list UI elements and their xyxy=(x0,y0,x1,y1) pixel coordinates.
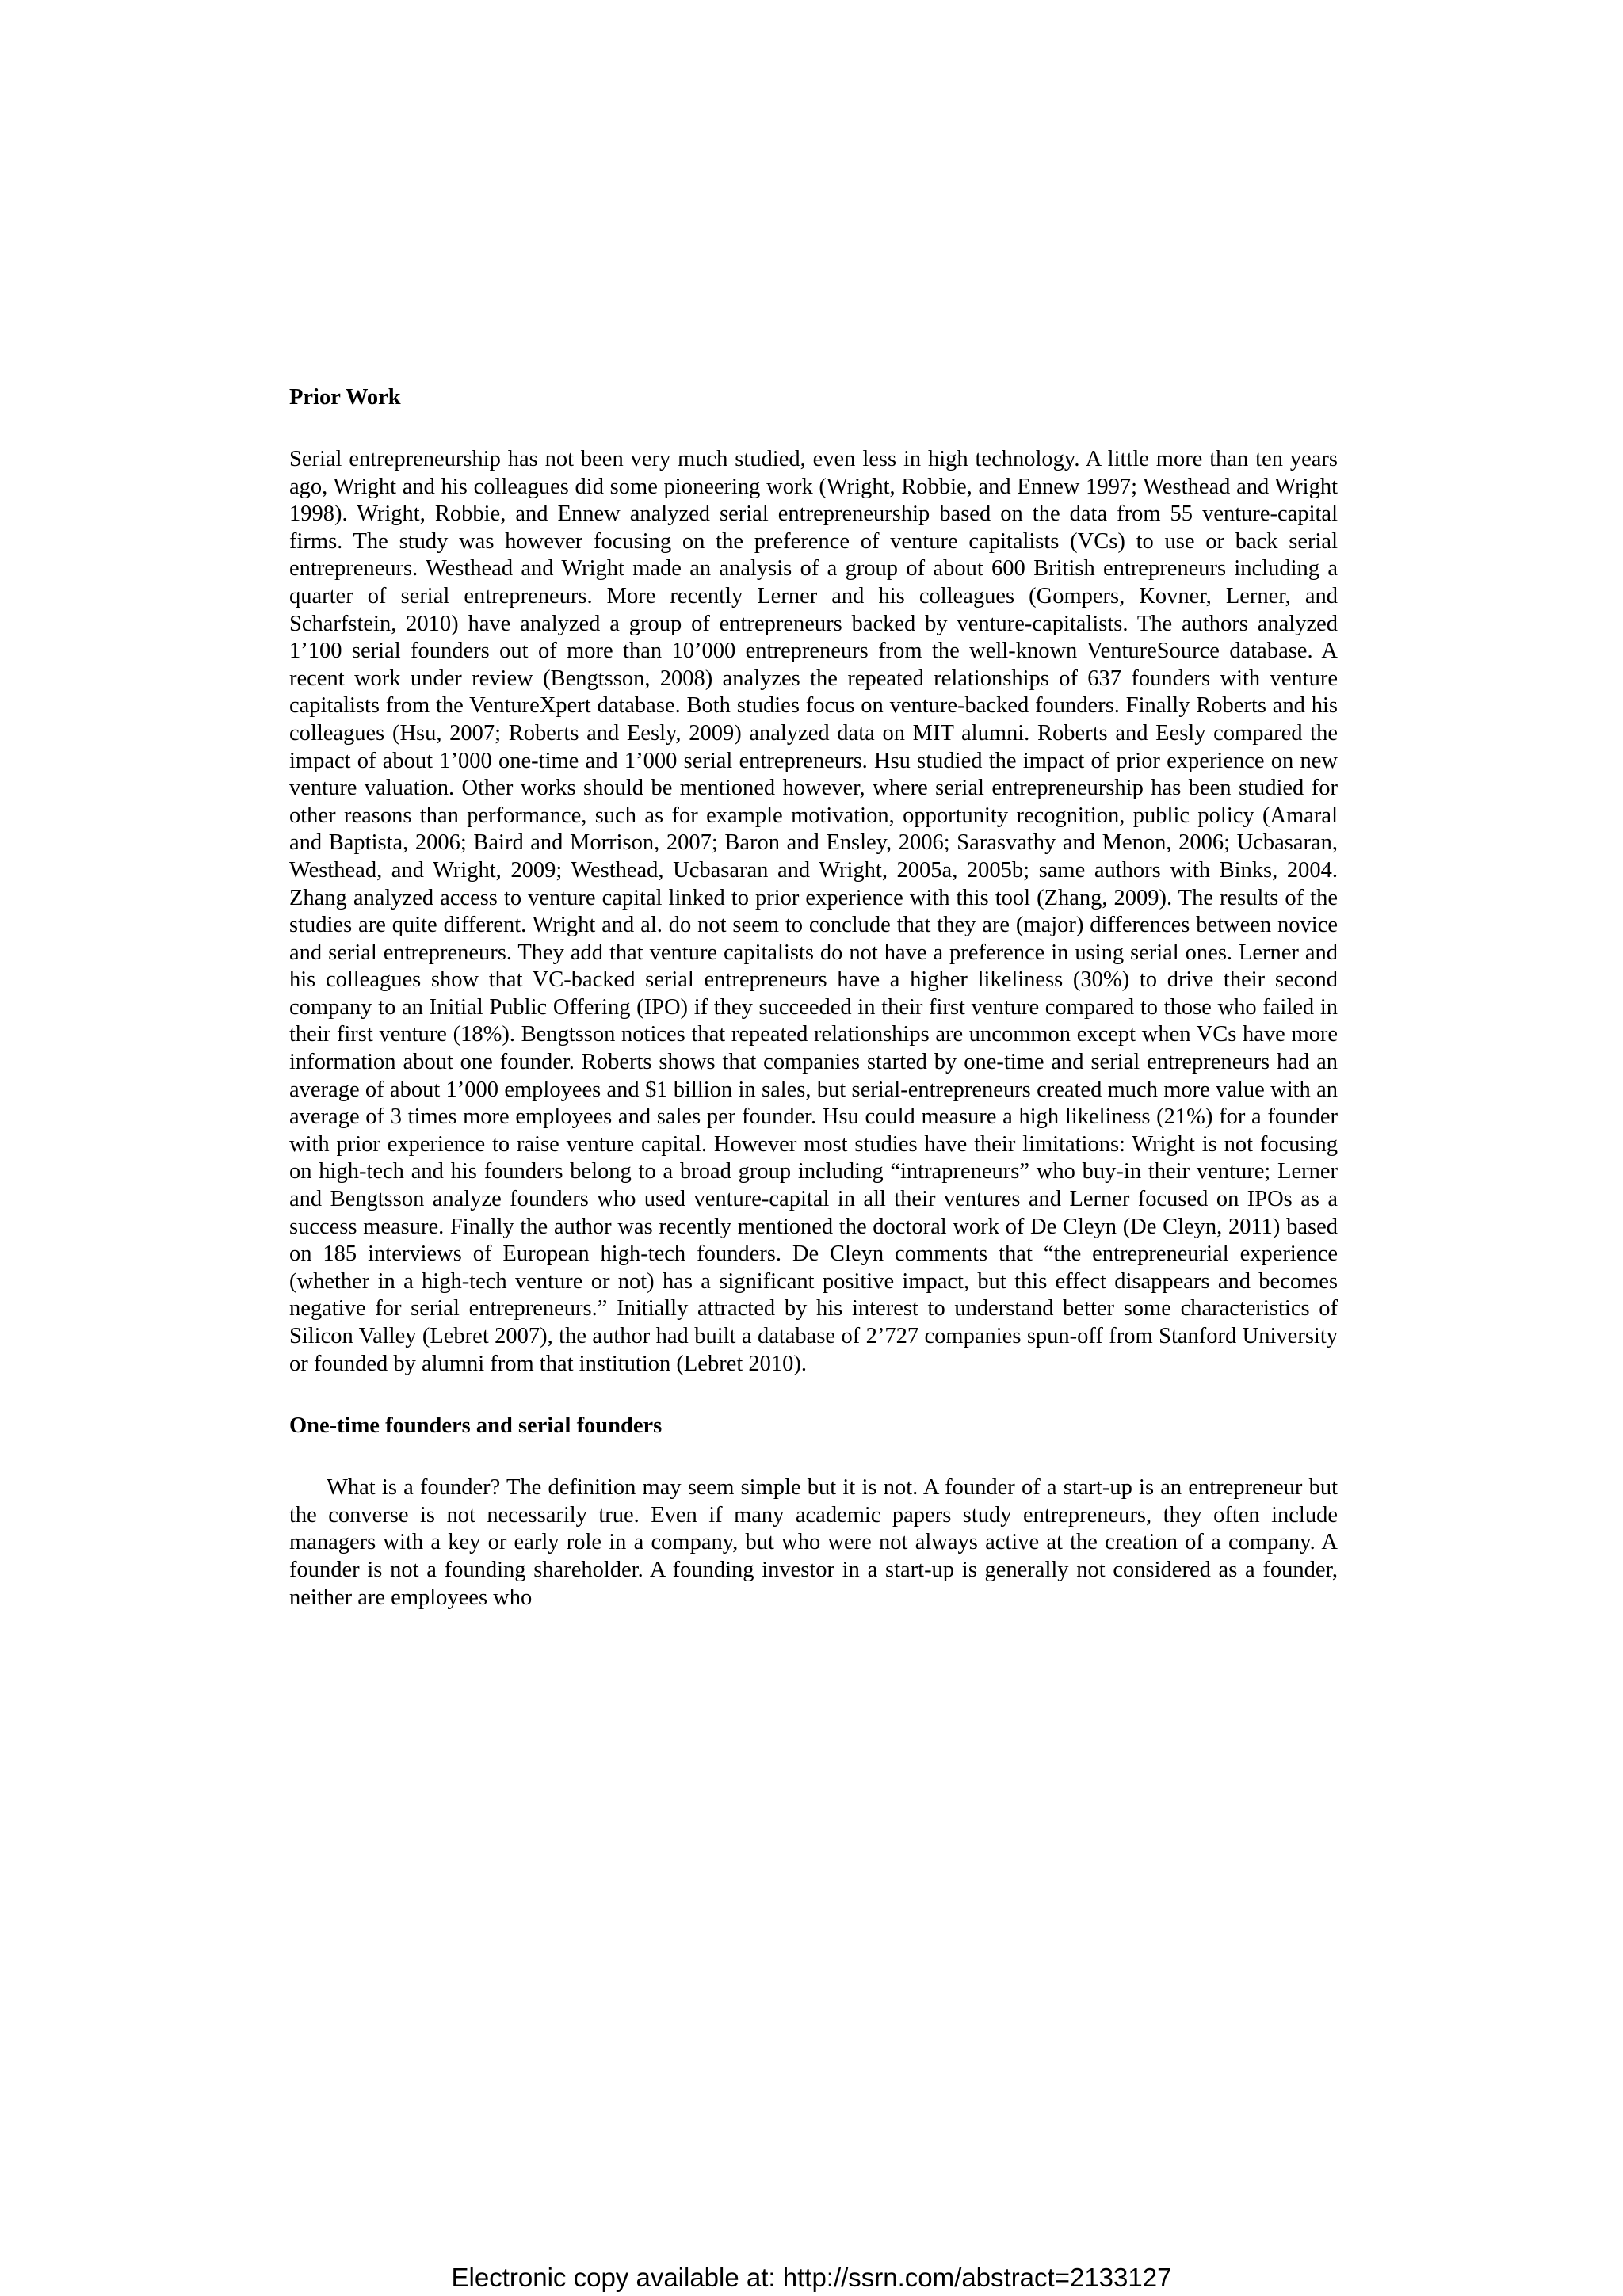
page-body xyxy=(289,384,1338,1611)
section-heading-prior-work: Prior Work xyxy=(289,385,401,410)
ssrn-footer-link[interactable]: Electronic copy available at: http://ssrn.com/abstract=2133127 xyxy=(451,2263,1172,2292)
section-heading-founders: One-time founders and serial founders xyxy=(289,1413,663,1439)
founders-paragraph: What is a founder? The definition may seem simple but it is not. A founder of a start-up is an entrepreneur but the converse is not necessarily true. Even if many academic papers study entrepreneurs, they often include managers with a key or early role in a company, but who were not always active at the creation of a company. A founder is not a founding shareholder. A founding investor in a start-up is generally not considered as a founder, neither are employees who xyxy=(289,1475,1338,1610)
prior-work-paragraph: Serial entrepreneurship has not been very much studied, even less in high technology. A little more than ten years ago, Wright and his colleagues did some pioneering work (Wright, Robbie, and Ennew 1997; Westhead and Wright 1998). Wright, Robbie, and Ennew analyzed serial entrepreneurship based on the data from 55 venture-capital firms. The study was however focusing on the preference of venture capitalists (VCs) to use or back serial entrepreneurs. Westhead and Wright made an analysis of a group of about 600 British entrepreneurs including a quarter of serial entrepreneurs. More recently Lerner and his colleagues (Gompers, Kovner, Lerner, and Scharfstein, 2010) have analyzed a group of entrepreneurs backed by venture-capitalists. The authors analyzed 1’100 serial founders out of more than 10’000 entrepreneurs from the well-known VentureSource database. A recent work under review (Bengtsson, 2008) analyzes the repeated relationships of 637 founders with venture capitalists from the VentureXpert database. Both studies focus on venture-backed founders. Finally Roberts and his colleagues (Hsu, 2007; Roberts and Eesly, 2009) analyzed data on MIT alumni. Roberts and Eesly compared the impact of about 1’000 one-time and 1’000 serial entrepreneurs. Hsu studied the impact of prior experience on new venture valuation. Other works should be mentioned however, where serial entrepreneurship has been studied for other reasons than performance, such as for example motivation, opportunity recognition, public policy (Amaral and Baptista, 2006; Baird and Morrison, 2007; Baron and Ensley, 2006; Sarasvathy and Menon, 2006; Ucbasaran, Westhead, and Wright, 2009; Westhead, Ucbasaran and Wright, 2005a, 2005b; same authors with Binks, 2004. Zhang analyzed access to venture capital linked to prior experience with this tool (Zhang, 2009). The results of the studies are quite different. Wright and al. do not seem to conclude that they are (major) differences between novice and serial entrepreneurs. They add that venture capitalists do not have a preference in using serial ones. Lerner and his colleagues show that VC-backed serial entrepreneurs have a higher likeliness (30%) to drive their second company to an Initial Public Offering (IPO) if they succeeded in their first venture compared to those who failed in their first venture (18%). Bengtsson notices that repeated relationships are uncommon except when VCs have more information about one founder. Roberts shows that companies started by one-time and serial entrepreneurs had an average of about 1’000 employees and $1 billion in sales, but serial-entrepreneurs created much more value with an average of 3 times more employees and sales per founder. Hsu could measure a high likeliness (21%) for a founder with prior experience to raise venture capital. However most studies have their limitations: Wright is not focusing on high-tech and his founders belong to a broad group including “intrapreneurs” who buy-in their venture; Lerner and Bengtsson analyze founders who used venture-capital in all their ventures and Lerner focused on IPOs as a success measure. Finally the author was recently mentioned the doctoral work of De Cleyn (De Cleyn, 2011) based on 185 interviews of European high-tech founders. De Cleyn comments that “the entrepreneurial experience (whether in a high-tech venture or not) has a significant positive impact, but this effect disappears and becomes negative for serial entrepreneurs.” Initially attracted by his interest to understand better some characteristics of Silicon Valley (Lebret 2007), the author had built a database of 2’727 companies spun-off from Stanford University or founded by alumni from that institution (Lebret 2010). xyxy=(289,447,1338,1376)
